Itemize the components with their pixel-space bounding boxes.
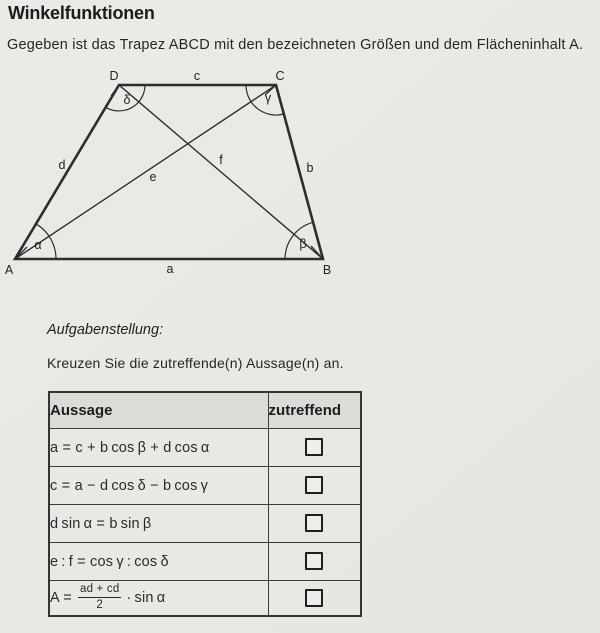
statement-formula [49,581,268,616]
trapezoid-diagram [0,68,345,283]
vertex-label-c: C [275,69,285,83]
task-instruction: Kreuzen Sie die zutreffende(n) Aussage(n) an. [47,355,344,371]
checkbox-cell [268,581,361,616]
formula-suffix: · sin α [126,589,166,606]
intro-text: Gegeben ist das Trapez ABCD mit den bezeichneten Größen und dem Flächeninhalt A. [7,37,584,53]
diagonal-e-line [15,85,276,259]
statement-formula: e : f = cos γ : cos δ [49,543,268,581]
statement-checkbox-1[interactable] [305,438,323,456]
table-row [49,505,361,543]
vertex-label-b: B [322,263,332,277]
angle-label-delta: δ [123,93,131,107]
side-label-b: b [306,161,314,175]
table-row [49,467,361,505]
statement-checkbox-4[interactable] [305,552,323,570]
angle-label-alpha: α [34,238,42,252]
vertex-label-a: A [4,263,14,277]
statement-formula: d sin α = b sin β [49,505,268,543]
trapezoid-outline [15,85,323,259]
side-label-a: a [166,262,174,276]
angle-label-gamma: γ [264,91,272,105]
statement-checkbox-3[interactable] [305,514,323,532]
task-label: Aufgabenstellung: [47,322,164,338]
checkbox-cell [268,543,361,581]
checkbox-cell [268,429,361,467]
page-title: Winkelfunktionen [8,3,155,23]
fraction-numerator: ad + cd [78,583,121,598]
statement-checkbox-5[interactable] [305,589,323,607]
fraction-denominator: 2 [96,599,103,612]
checkbox-cell [268,467,361,505]
statement-formula: a = c + b cos β + d cos α [49,429,268,467]
statement-formula: c = a − d cos δ − b cos γ [49,467,268,505]
side-label-c: c [193,69,201,83]
checkbox-cell [268,505,361,543]
statement-checkbox-2[interactable] [305,476,323,494]
header-statement: Aussage [49,392,268,429]
table-header-row [49,392,361,429]
angle-label-beta: β [299,237,307,251]
statements-table [48,391,362,617]
vertex-label-d: D [109,69,119,83]
header-applicable: zutreffend [268,392,361,429]
table-row [49,429,361,467]
diagonal-label-e: e [149,170,157,184]
diagonal-label-f: f [219,153,223,167]
fraction [78,583,121,612]
side-label-d: d [58,158,66,172]
formula-prefix: A = [50,589,72,606]
table-row [49,581,361,616]
vertex-tick-d [111,85,119,96]
table-row [49,543,361,581]
